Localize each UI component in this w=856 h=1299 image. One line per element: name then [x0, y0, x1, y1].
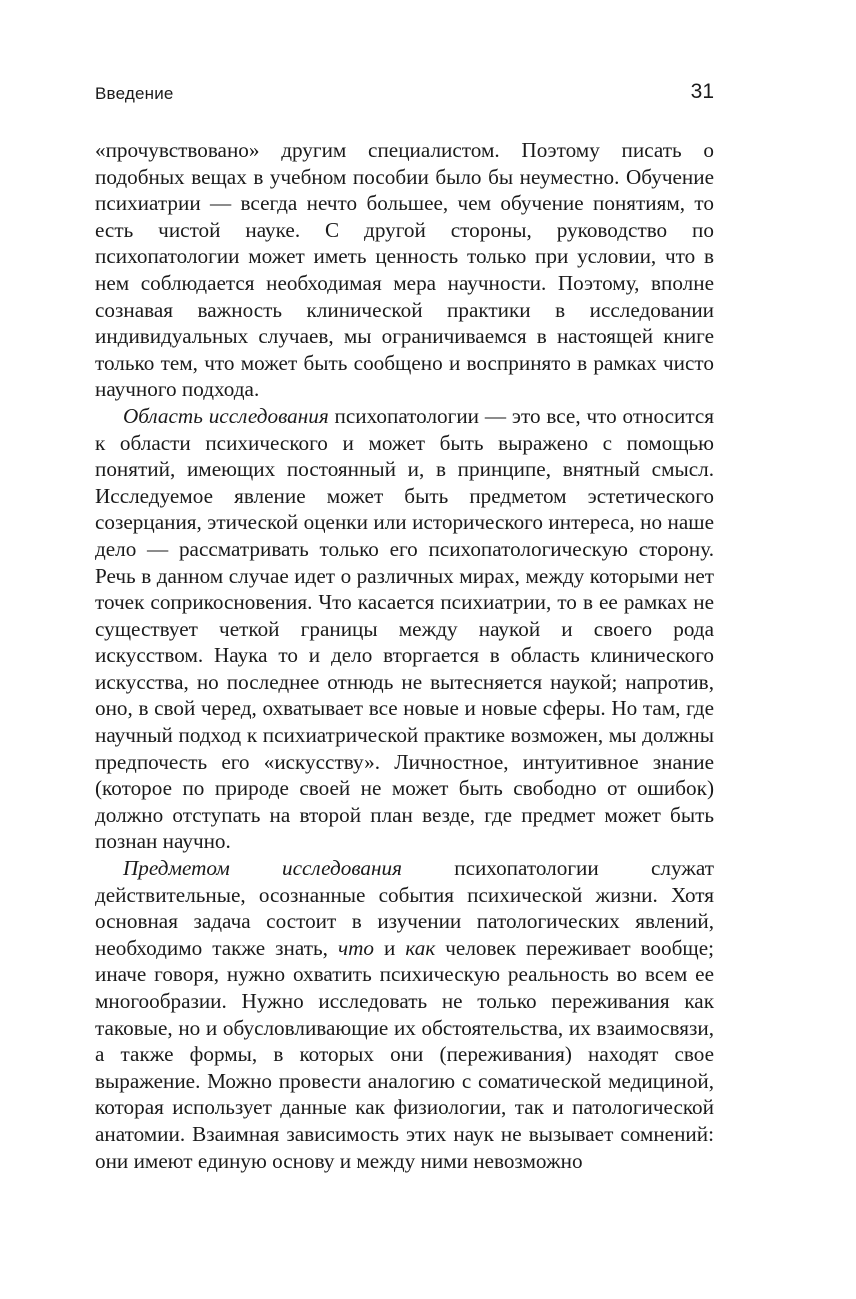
- emphasis-term: Область исследования: [123, 403, 329, 428]
- emphasis-term: Предметом исследования: [123, 856, 402, 881]
- page-number: 31: [690, 80, 714, 103]
- emphasis-word: что: [337, 935, 374, 960]
- paragraph-text: и: [374, 935, 406, 960]
- emphasis-word: как: [405, 935, 436, 960]
- body-text: [95, 137, 714, 1174]
- paragraph-1: «прочувствовано» другим специалистом. Поэтому писать о подобных вещах в учебном пособии было бы неуместно. Обучение психиатрии — всегда нечто большее, чем обучение понятиям, то есть чистой науке. С другой стороны, руководство по психопатологии может иметь ценность только при условии, что в нем соблюдается необходимая мера научности. Поэтому, вполне сознавая важность клинической практики в исследовании индивидуальных случаев, мы ограничиваемся в настоящей книге только тем, что может быть сообщено и воспринято в рамках чисто научного подхода.: [95, 138, 714, 402]
- paragraph-3: [95, 855, 714, 1174]
- paragraph-2: [95, 403, 714, 855]
- paragraph-text: психопатологии — это все, что относится к области психического и может быть выражено с помощью понятий, имеющих постоянный и, в принципе, внятный смысл. Исследуемое явление может быть предметом эстетического созерцания, этической оценки или исторического интереса, но наше дело — рассматривать только его психопатологическую сторону. Речь в данном случае идет о различных мирах, между которыми нет точек соприкосновения. Что касается психиатрии, то в ее рамках не существует четкой границы между наукой и своего рода искусством. Наука то и дело вторгается в область клинического искусства, но последнее отнюдь не вытесняется наукой; напротив, оно, в свой черед, охватывает все новые и новые сферы. Но там, где научный подход к психиатрической практике возможен, мы должны предпочесть его «искусству». Личностное, интуитивное знание (которое по природе своей не может быть свободно от ошибок) должно отступать на второй план везде, где предмет может быть познан научно.: [95, 403, 714, 854]
- running-head: Введение: [95, 84, 174, 103]
- paragraph-text: психопатологии служат действительные, осознанные события психической жизни. Хотя основная задача состоит в изучении патологических явлений, необходимо также знать,: [95, 856, 715, 960]
- paragraph-text: человек переживает вообще; иначе говоря, нужно охватить психическую реальность во всем ее многообразии. Нужно исследовать не только переживания как таковые, но и обусловливающие их обстоятельства, их взаимосвязи, а также формы, в которых они (переживания) находят свое выражение. Можно провести аналогию с соматической медициной, которая использует данные как физиологии, так и патологической анатомии. Взаимная зависимость этих наук не вызывает сомнений: они имеют единую основу и между ними невозможно: [95, 935, 715, 1173]
